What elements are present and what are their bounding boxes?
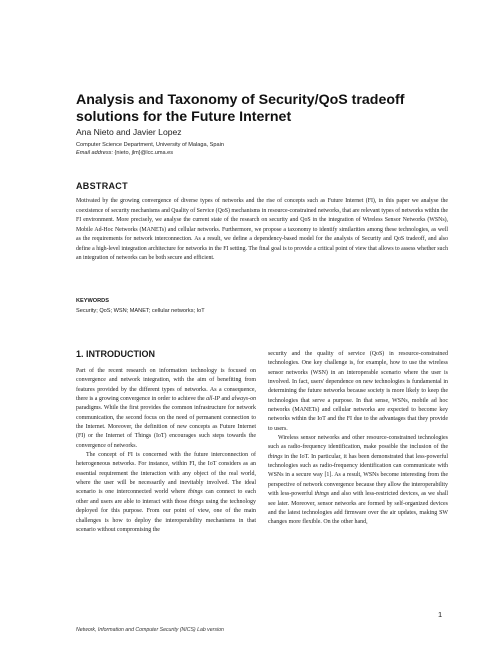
email: {nieto, jlm}@lcc.uma.es <box>113 150 174 157</box>
intro-left-column <box>76 367 256 535</box>
affiliation-block <box>76 141 224 158</box>
intro-paragraph-1: Part of the recent research on information technology is focused on convergence and network integration, with the aim of benefiting from features provided by the different types of networks. As a consequence, there is a growing convergence in order to achieve the all-IP and always-on paradigms. While the first provides the common infrastructure for network communication, the second focus on the need of permanent connection to the Internet. Moreover, the definition of new concepts as Future Internet (FI) or the Internet of Things (IoT) encourages such steps towards the convergence of networks. <box>76 368 257 449</box>
intro-paragraph-3: security and the quality of service (QoS) in resource-constrained technologies. One key challenge is, for example, how to use the wireless sensor networks (WSN) in an interoperable scenario where the user is involved. In fact, users' dependence on new technologies is fundamental in determining the future networks because society is more likely to keep the technologies that serve a purpose. In that sense, WSNs, mobile ad hoc networks (MANETs) and cellular networks are expected to become key networks within the IoT and the FI due to the advantages that they provide to users. <box>268 351 448 432</box>
intro-paragraph-2: The concept of FI is concerned with the future interconnection of heterogeneous networks. For instance, within FI, the IoT considers as an essential requirement the interaction with any object of the real world, where the user will be necessarily and inevitably involved. The ideal scenario is one interconnected world where things can connect to each other and users are able to interact with those things using the technology deployed for this purpose. From our point of view, one of the main challenges is how to deploy the interoperability mechanisms in that scenario without compromising the <box>76 452 256 533</box>
abstract-heading: ABSTRACT <box>76 181 128 191</box>
authors: Ana Nieto and Javier Lopez <box>76 127 182 137</box>
footer-note: Network, Information and Computer Security (NICS) Lab version <box>76 627 224 633</box>
keywords: Security; QoS; WSN; MANET; cellular networks; IoT <box>76 308 205 314</box>
intro-paragraph-4: Wireless sensor networks and other resource-constrained technologies such as radio-frequency identification, make possible the inclusion of the things in the IoT. In particular, it has been demonstrated that less-powerful technologies such as radio-frequency identification can communicate with WSNs in a secure way [1]. As a result, WSNs become interesting from the perspective of network convergence because they allow the interoperability with less-powerful things and also with less-restricted devices, as we shall see later. Moreover, sensor networks are formed by self-organized devices and the latest technologies add firmware over the air updates, making SW changes more flexible. On the other hand, <box>268 435 448 526</box>
email-label: Email address: <box>76 150 113 157</box>
introduction-heading: 1. INTRODUCTION <box>76 349 156 359</box>
affiliation: Computer Science Department, University of Malaga, Spain <box>76 142 224 148</box>
abstract-text: Motivated by the growing convergence of diverse types of networks and the rise of concepts such as Future Internet (FI), in this paper we analyse the coexistence of security mechanisms and Quality of Service (QoS) mechanisms in resource-constrained networks, that are relevant types of networks within the FI environment. More precisely, we analyse the current state of the research on security and QoS in the integration of Wireless Sensor Networks (WSNs), Mobile Ad-Hoc Networks (MANETs) and cellular networks. Furthermore, we propose a taxonomy to identify similarities among these technologies, as well as the requirements for network interconnection. As a result, we define a dependency-based model for the analysis of Security and QoS tradeoff, and also define a high-level integration architecture for networks in the FI setting. The final goal is to provide a critical point of view that allows to assess whether such an integration of networks can be both secure and efficient. <box>76 198 448 262</box>
page-number: 1 <box>438 610 443 619</box>
email-line <box>76 149 224 157</box>
paper-title: Analysis and Taxonomy of Security/QoS tradeoff solutions for the Future Internet <box>76 92 405 125</box>
intro-right-column <box>268 350 448 528</box>
keywords-heading: KEYWORDS <box>76 298 109 304</box>
